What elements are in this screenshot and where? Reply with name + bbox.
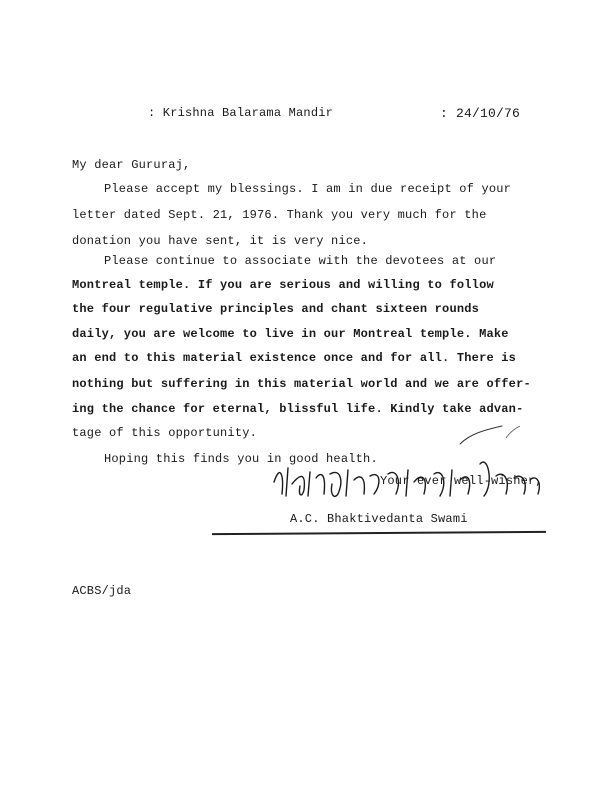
body-line-1: Please accept my blessings. I am in due receipt of your	[104, 182, 512, 196]
body-line-5: Montreal temple. If you are serious and willing to follow	[72, 278, 494, 292]
body-line-2: letter dated Sept. 21, 1976. Thank you very much for the	[72, 208, 487, 222]
body-line-6: the four regulative principles and chant sixteen rounds	[72, 302, 480, 316]
reference-initials: ACBS/jda	[72, 584, 132, 598]
body-line-8: an end to this material existence once and for all. There is	[72, 351, 517, 365]
body-line-10: ing the chance for eternal, blissful life. Kindly take advan-	[72, 402, 524, 416]
body-line-3: donation you have sent, it is very nice.	[72, 234, 369, 248]
body-line-9: nothing but suffering in this material world and we are offer-	[72, 377, 531, 391]
letter-date: : 24/10/76	[440, 106, 521, 121]
closing: Your ever well-wisher,	[380, 474, 543, 488]
body-line-11: tage of this opportunity.	[72, 426, 258, 440]
body-line-7: daily, you are welcome to live in our Montreal temple. Make	[72, 327, 509, 341]
body-line-4: Please continue to associate with the devotees at our	[104, 254, 497, 268]
salutation: My dear Gururaj,	[72, 158, 191, 172]
signer-name: A.C. Bhaktivedanta Swami	[290, 512, 468, 526]
letter-location: : Krishna Balarama Mandir	[148, 106, 334, 120]
body-line-12: Hoping this finds you in good health.	[104, 452, 378, 466]
handwritten-signature	[270, 424, 550, 520]
signature-underline	[212, 531, 546, 535]
